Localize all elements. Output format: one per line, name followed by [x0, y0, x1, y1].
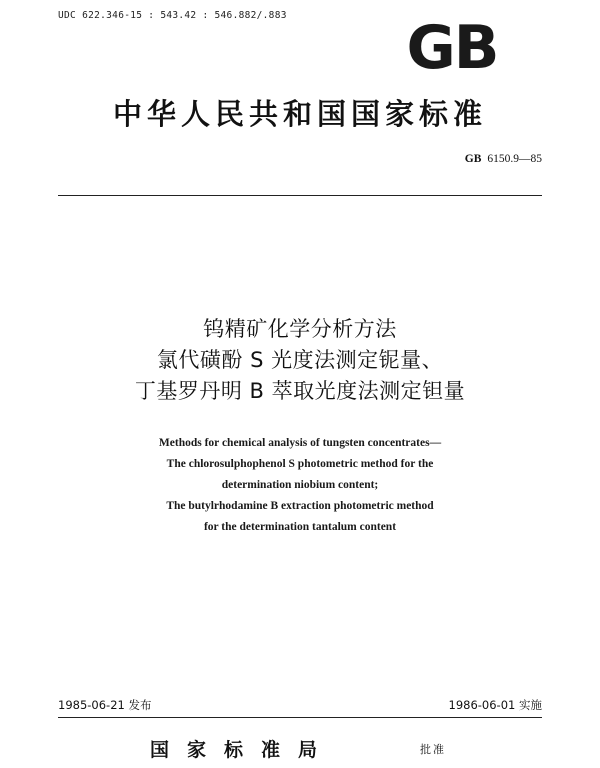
org-title: 中华人民共和国国家标准: [112, 97, 487, 131]
udc-code: UDC 622.346-15 : 543.42 : 546.882/.883: [58, 10, 287, 21]
standard-number: [465, 153, 542, 165]
standard-prefix: GB: [464, 153, 482, 165]
en-title-line-1: Methods for chemical analysis of tungsten concentrates—: [158, 437, 442, 449]
zh-title-line-2: 氯代磺酚 S 光度法测定铌量、: [156, 348, 444, 372]
implement-date: 1986-06-01 实施: [448, 698, 542, 712]
en-title-line-5: for the determination tantalum content: [203, 521, 397, 533]
en-title-line-2: The chlorosulphophenol S photometric method for the: [166, 458, 434, 470]
gb-logo-text: GB: [406, 18, 498, 76]
issuer: 国家标准局: [150, 739, 336, 761]
standard-code: 6150.9—85: [487, 153, 542, 165]
issue-date: 1985-06-21 发布: [58, 698, 152, 712]
bottom-divider: [58, 717, 542, 718]
approve-label: 批准: [420, 743, 446, 756]
en-title-line-3: determination niobium content;: [221, 479, 379, 491]
top-divider: [58, 195, 542, 196]
zh-title-line-3: 丁基罗丹明 B 萃取光度法测定钽量: [134, 379, 466, 403]
gb-logo: [392, 18, 512, 76]
en-title: [60, 433, 540, 538]
zh-title-line-1: 钨精矿化学分析方法: [203, 317, 397, 341]
en-title-line-4: The butylrhodamine B extraction photometric method: [166, 500, 434, 512]
